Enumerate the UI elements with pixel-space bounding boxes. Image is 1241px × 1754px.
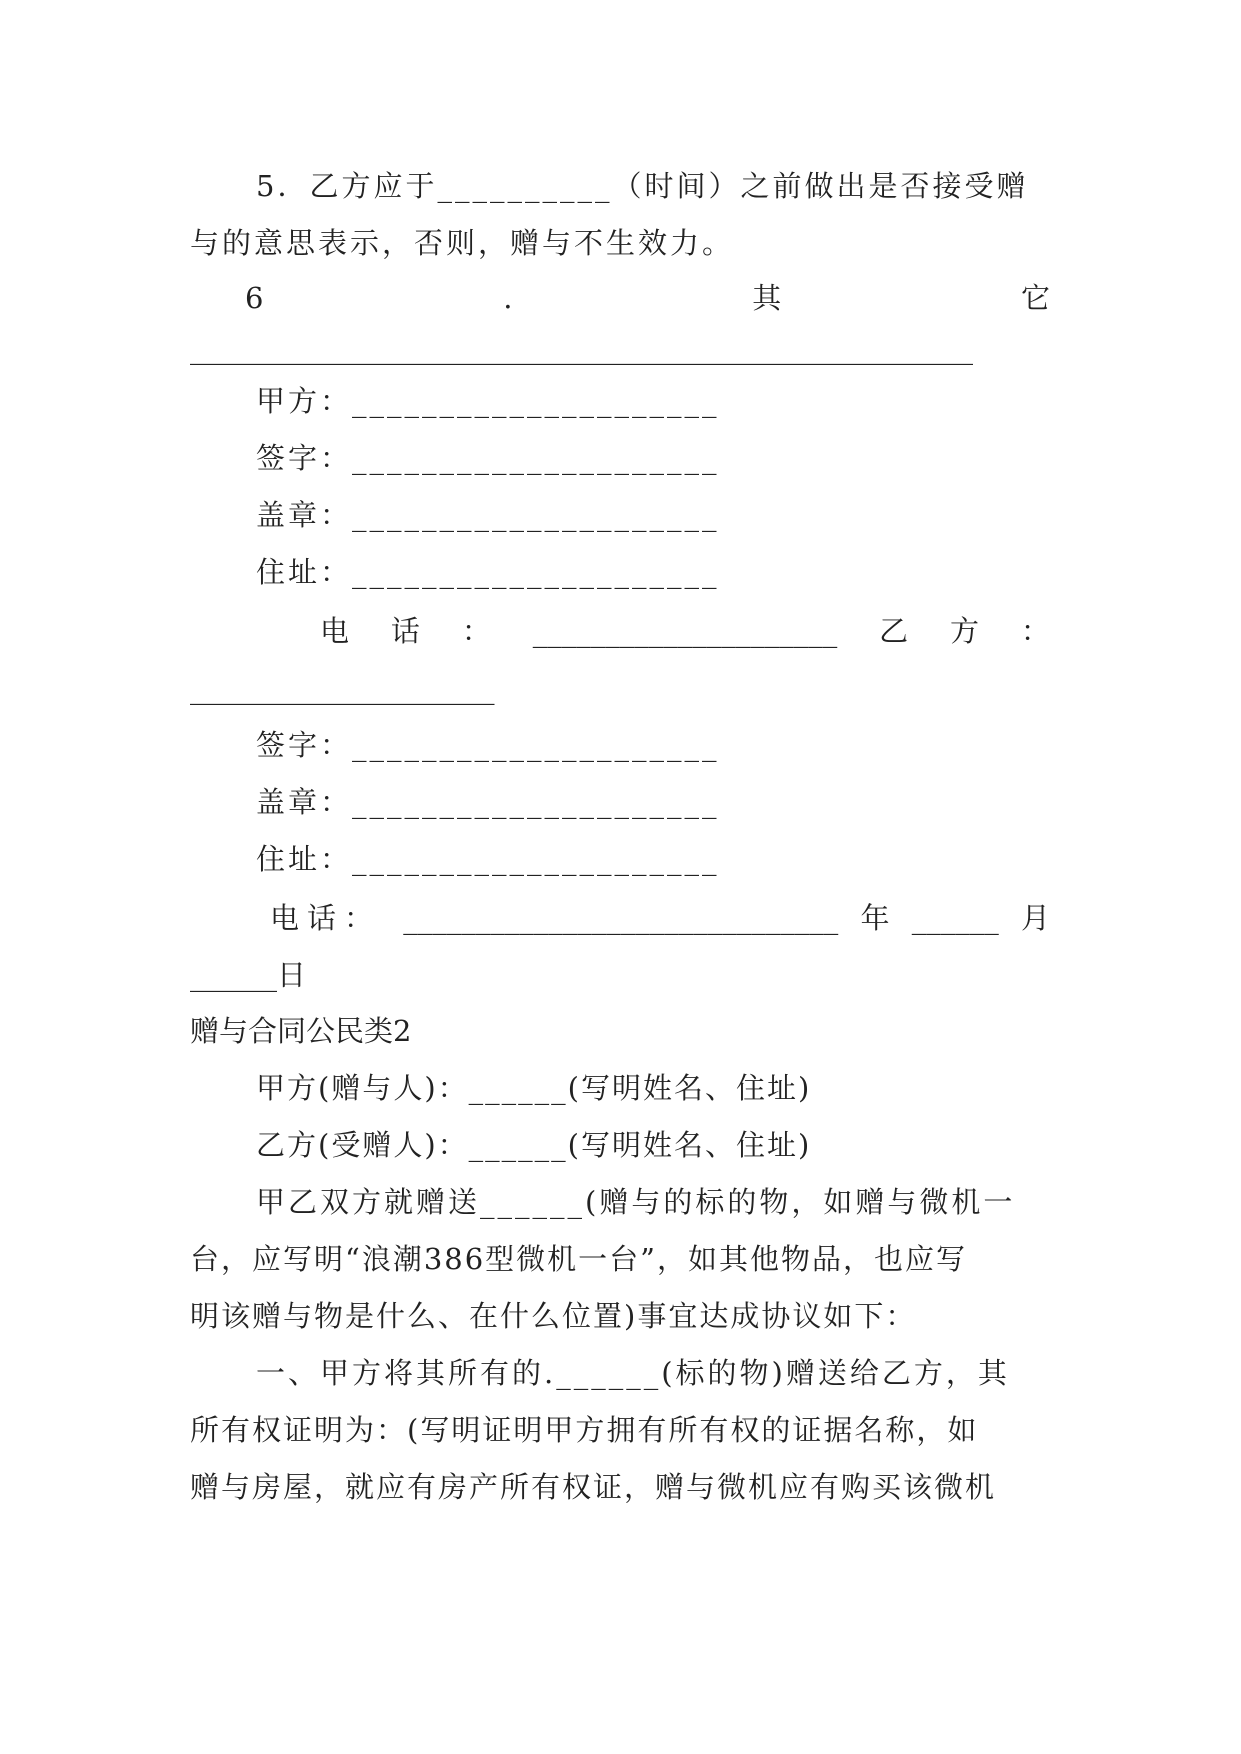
donee-line: 乙方(受赠人)：______(写明姓名、住址) — [256, 1128, 812, 1162]
article-1-line-1: 一、甲方将其所有的.______(标的物)赠送给乙方，其 — [256, 1356, 1010, 1390]
clause-6-char-qi: 其 — [752, 281, 782, 315]
clause-6-other-heading — [245, 270, 1050, 326]
party-b-blank-line: _____________________ — [190, 671, 495, 705]
month-blank: ______ — [911, 901, 999, 935]
phone-blank: _____________________ — [532, 614, 838, 648]
clause-5-line-1: 5．乙方应于__________（时间）之前做出是否接受赠 — [256, 169, 1029, 203]
party-b-label-char-1: 乙 — [879, 614, 909, 648]
phone-label-char-1: 电 — [320, 614, 350, 648]
article-1-line-2: 所有权证明为：(写明证明甲方拥有所有权的证据名称，如 — [190, 1413, 979, 1447]
phone-label: 电话： — [270, 901, 382, 935]
clause-6-number: 6 — [245, 281, 264, 315]
agreement-para-line-2: 台，应写明“浪潮386型微机一台”，如其他物品，也应写 — [190, 1242, 968, 1276]
donor-line: 甲方(赠与人)：______(写明姓名、住址) — [256, 1071, 812, 1105]
article-1-line-3: 赠与房屋，就应有房产所有权证，赠与微机应有购买该微机 — [190, 1470, 997, 1504]
party-b-phone-date-row — [270, 890, 1050, 946]
clause-5-line-2: 与的意思表示，否则，赠与不生效力。 — [190, 226, 735, 260]
party-a-phone-party-b-row — [320, 603, 1050, 659]
clause-6-blank-line: ______________________________________________________ — [190, 331, 973, 365]
agreement-para-line-1: 甲乙双方就赠送______(赠与的标的物，如赠与微机一 — [256, 1185, 1016, 1219]
party-b-signature-field: 签字：_____________________ — [256, 728, 720, 762]
contract-2-title: 赠与合同公民类2 — [190, 1014, 412, 1048]
day-line: ______日 — [190, 958, 307, 992]
month-label: 月 — [1020, 901, 1050, 935]
clause-6-dot: . — [503, 281, 513, 315]
party-b-label-char-2: 方 — [950, 614, 980, 648]
party-a-field: 甲方：_____________________ — [256, 384, 720, 418]
party-a-signature-field: 签字：_____________________ — [256, 441, 720, 475]
party-b-address-field: 住址：_____________________ — [256, 842, 720, 876]
party-a-seal-field: 盖章：_____________________ — [256, 498, 720, 532]
party-a-address-field: 住址：_____________________ — [256, 555, 720, 589]
agreement-para-line-3: 明该赠与物是什么、在什么位置)事宜达成协议如下： — [190, 1299, 917, 1333]
phone-blank: ______________________________ — [403, 901, 839, 935]
party-b-label-colon: ： — [1020, 614, 1050, 648]
clause-6-char-ta: 它 — [1020, 281, 1050, 315]
phone-label-char-2: 话 — [390, 614, 420, 648]
phone-label-colon: ： — [461, 614, 491, 648]
party-b-seal-field: 盖章：_____________________ — [256, 785, 720, 819]
year-label: 年 — [860, 901, 890, 935]
